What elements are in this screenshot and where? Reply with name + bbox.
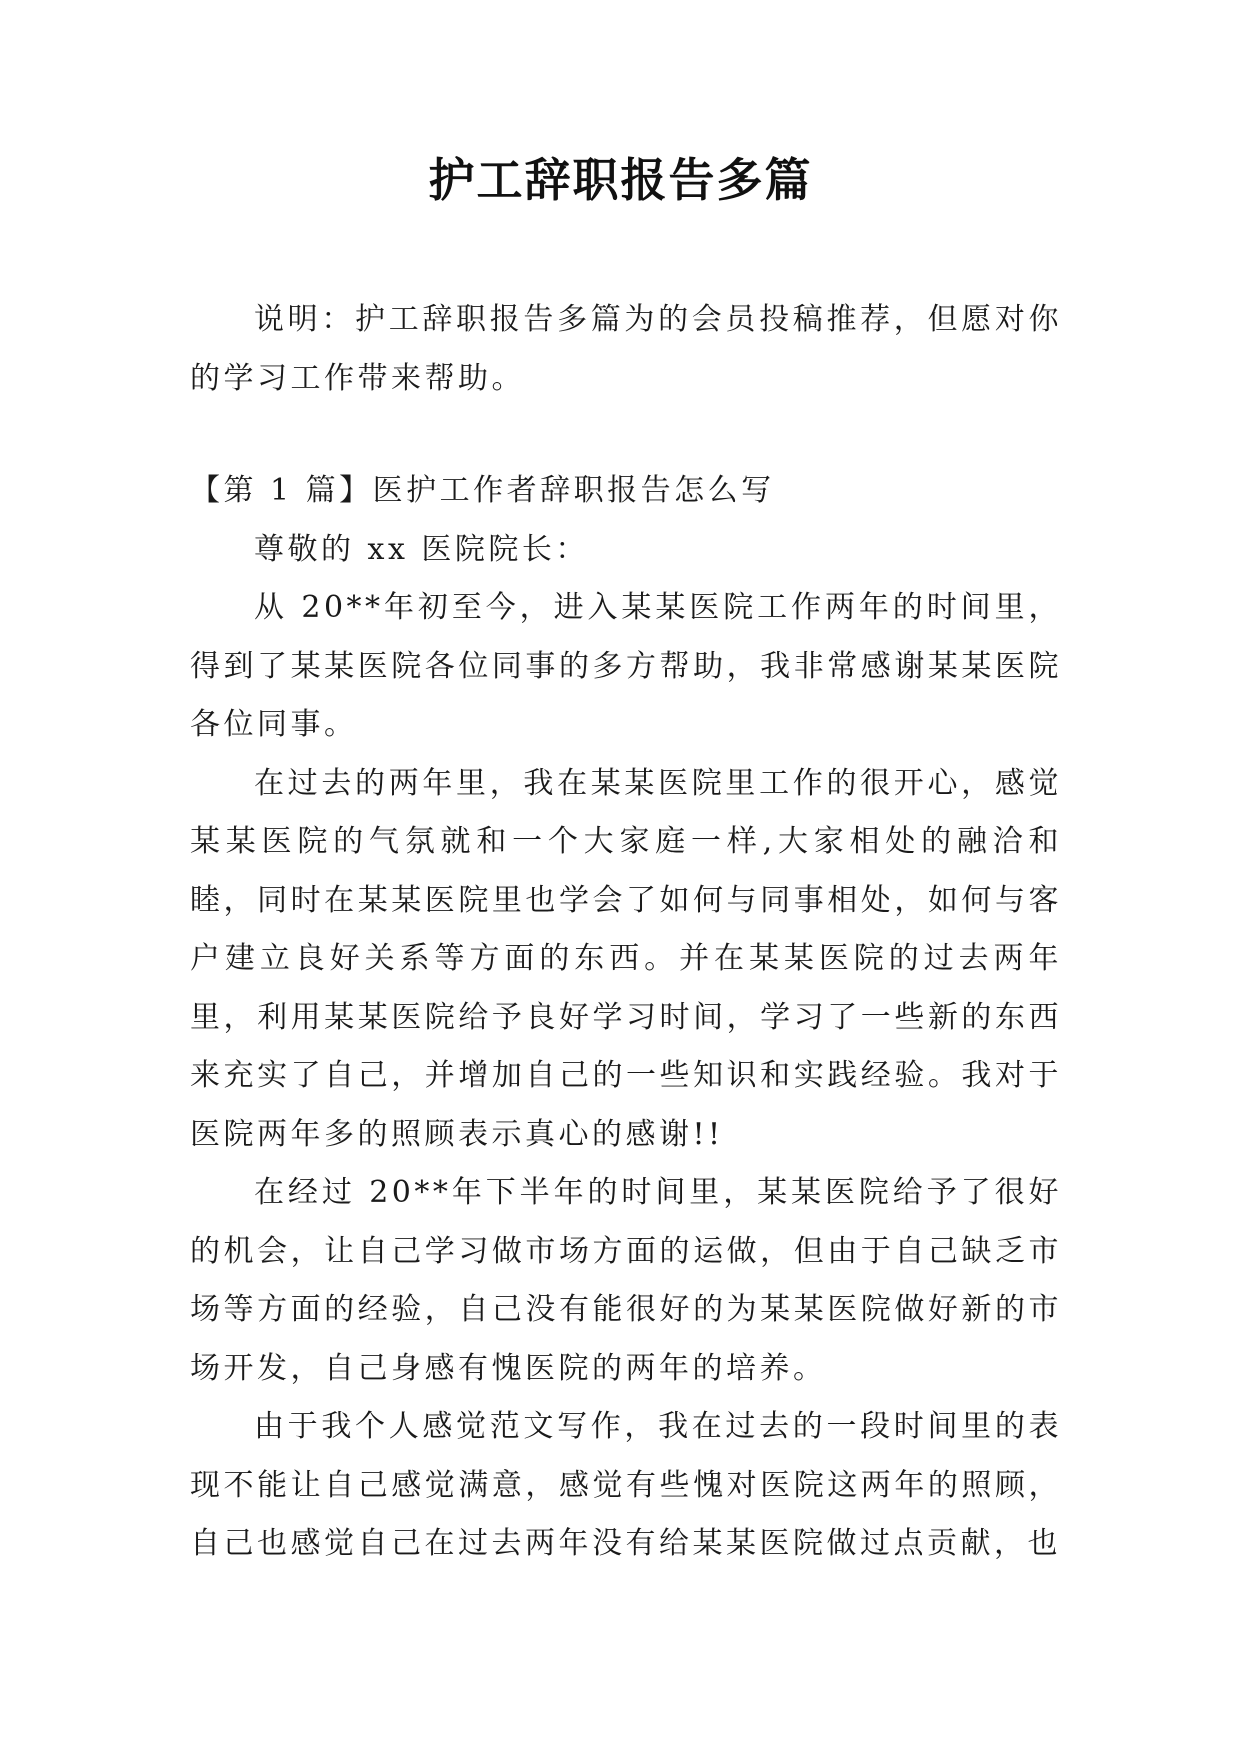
body-paragraph: 在经过 20**年下半年的时间里，某某医院给予了很好的机会，让自己学习做市场方面的运做，但由于自己缺乏市场等方面的经验，自己没有能很好的为某某医院做好新的市场开发，自己身感有愧医院的两年的培养。: [190, 1175, 1062, 1386]
intro-block: [190, 291, 1062, 408]
article-block: [190, 462, 1062, 1574]
body-paragraph: 从 20**年初至今，进入某某医院工作两年的时间里，得到了某某医院各位同事的多方帮助，我非常感谢某某医院各位同事。: [190, 590, 1062, 742]
body-paragraph: 在过去的两年里，我在某某医院里工作的很开心，感觉某某医院的气氛就和一个大家庭一样,大家相处的融洽和睦，同时在某某医院里也学会了如何与同事相处，如何与客户建立良好关系等方面的东西。并在某某医院的过去两年里，利用某某医院给予良好学习时间，学习了一些新的东西来充实了自己，并增加自己的一些知识和实践经验。我对于医院两年多的照顾表示真心的感谢!!: [190, 765, 1062, 1152]
document-title: 护工辞职报告多篇: [428, 153, 813, 207]
salutation: 尊敬的 xx 医院院长：: [254, 531, 589, 567]
body-paragraph: 由于我个人感觉范文写作，我在过去的一段时间里的表现不能让自己感觉满意，感觉有些愧对医院这两年的照顾，自己也感觉自己在过去两年没有给某某医院做过点贡献，也: [190, 1409, 1062, 1561]
intro-paragraph: 说明：护工辞职报告多篇为的会员投稿推荐，但愿对你的学习工作带来帮助。: [190, 302, 1062, 396]
section-heading: 【第 1 篇】医护工作者辞职报告怎么写: [190, 473, 775, 508]
